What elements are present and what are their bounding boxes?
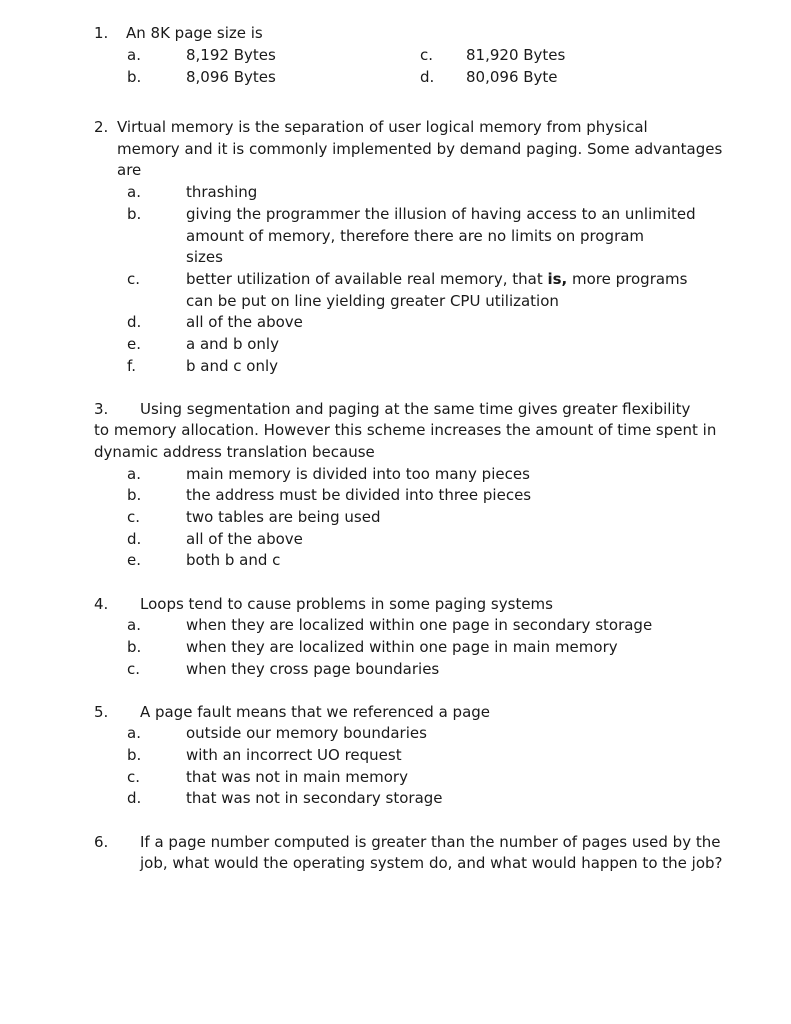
option-text: can be put on line yielding greater CPU utilization (186, 292, 559, 310)
option-letter: b. (127, 746, 142, 764)
option-letter: b. (127, 486, 142, 504)
option-letter: b. (127, 68, 142, 86)
question-stem: An 8K page size is (126, 24, 263, 42)
option-text: when they are localized within one page in main memory (186, 638, 618, 656)
option-text: 8,192 Bytes (186, 46, 276, 64)
option-letter: e. (127, 335, 141, 353)
option-text: b and c only (186, 357, 279, 375)
question-stem-line: memory and it is commonly implemented by demand paging. Some advantages (117, 140, 723, 158)
question-stem-line: Virtual memory is the separation of user logical memory from physical (117, 118, 648, 136)
option-letter: a. (127, 616, 141, 634)
question-stem-line: Using segmentation and paging at the same time gives greater flexibility (140, 400, 691, 418)
option-letter: a. (127, 465, 141, 483)
option-letter: c. (127, 508, 141, 526)
question-stem-line: If a page number computed is greater than the number of pages used by the (140, 833, 721, 851)
option-letter: b. (127, 638, 142, 656)
question-stem-line: dynamic address translation because (94, 443, 375, 461)
option-letter: c. (127, 660, 141, 678)
option-text: 81,920 Bytes (466, 46, 566, 64)
option-text: main memory is divided into too many pieces (186, 465, 530, 483)
option-letter: c. (127, 768, 141, 786)
option-text: all of the above (186, 530, 303, 548)
option-text: a and b only (186, 335, 279, 353)
option-text: better utilization of available real memory, that is, more programs (186, 270, 688, 288)
option-text: that was not in main memory (186, 768, 408, 786)
option-letter: d. (127, 789, 142, 807)
option-text: when they cross page boundaries (186, 660, 440, 678)
option-text: both b and c (186, 551, 281, 569)
option-text: giving the programmer the illusion of having access to an unlimited (186, 205, 696, 223)
option-text: thrashing (186, 183, 258, 201)
option-text: 80,096 Byte (466, 68, 558, 86)
option-text: when they are localized within one page in secondary storage (186, 616, 653, 634)
option-text: two tables are being used (186, 508, 381, 526)
question-number: 4. (94, 595, 109, 613)
question-number: 6. (94, 833, 109, 851)
option-text: that was not in secondary storage (186, 789, 443, 807)
option-text: all of the above (186, 313, 303, 331)
option-letter: b. (127, 205, 142, 223)
option-text: with an incorrect UO request (186, 746, 402, 764)
option-letter: a. (127, 183, 141, 201)
option-letter: d. (127, 313, 142, 331)
option-letter: d. (420, 68, 435, 86)
question-stem: A page fault means that we referenced a page (140, 703, 491, 721)
option-letter: c. (420, 46, 434, 64)
option-letter: a. (127, 724, 141, 742)
question-number: 1. (94, 24, 109, 42)
question-number: 3. (94, 400, 109, 418)
question-stem-line: job, what would the operating system do, and what would happen to the job? (140, 854, 723, 872)
option-text: amount of memory, therefore there are no limits on program (186, 227, 645, 245)
option-text: sizes (186, 248, 223, 266)
option-letter: a. (127, 46, 141, 64)
question-stem-line: to memory allocation. However this scheme increases the amount of time spent in (94, 421, 717, 439)
question-stem: Loops tend to cause problems in some paging systems (140, 595, 553, 613)
option-letter: f. (127, 357, 136, 375)
option-letter: e. (127, 551, 141, 569)
option-letter: d. (127, 530, 142, 548)
option-text: outside our memory boundaries (186, 724, 427, 742)
question-number: 5. (94, 703, 109, 721)
question-number: 2. (94, 118, 109, 136)
question-stem-line: are (117, 161, 142, 179)
option-text: 8,096 Bytes (186, 68, 276, 86)
option-letter: c. (127, 270, 141, 288)
option-text: the address must be divided into three pieces (186, 486, 532, 504)
